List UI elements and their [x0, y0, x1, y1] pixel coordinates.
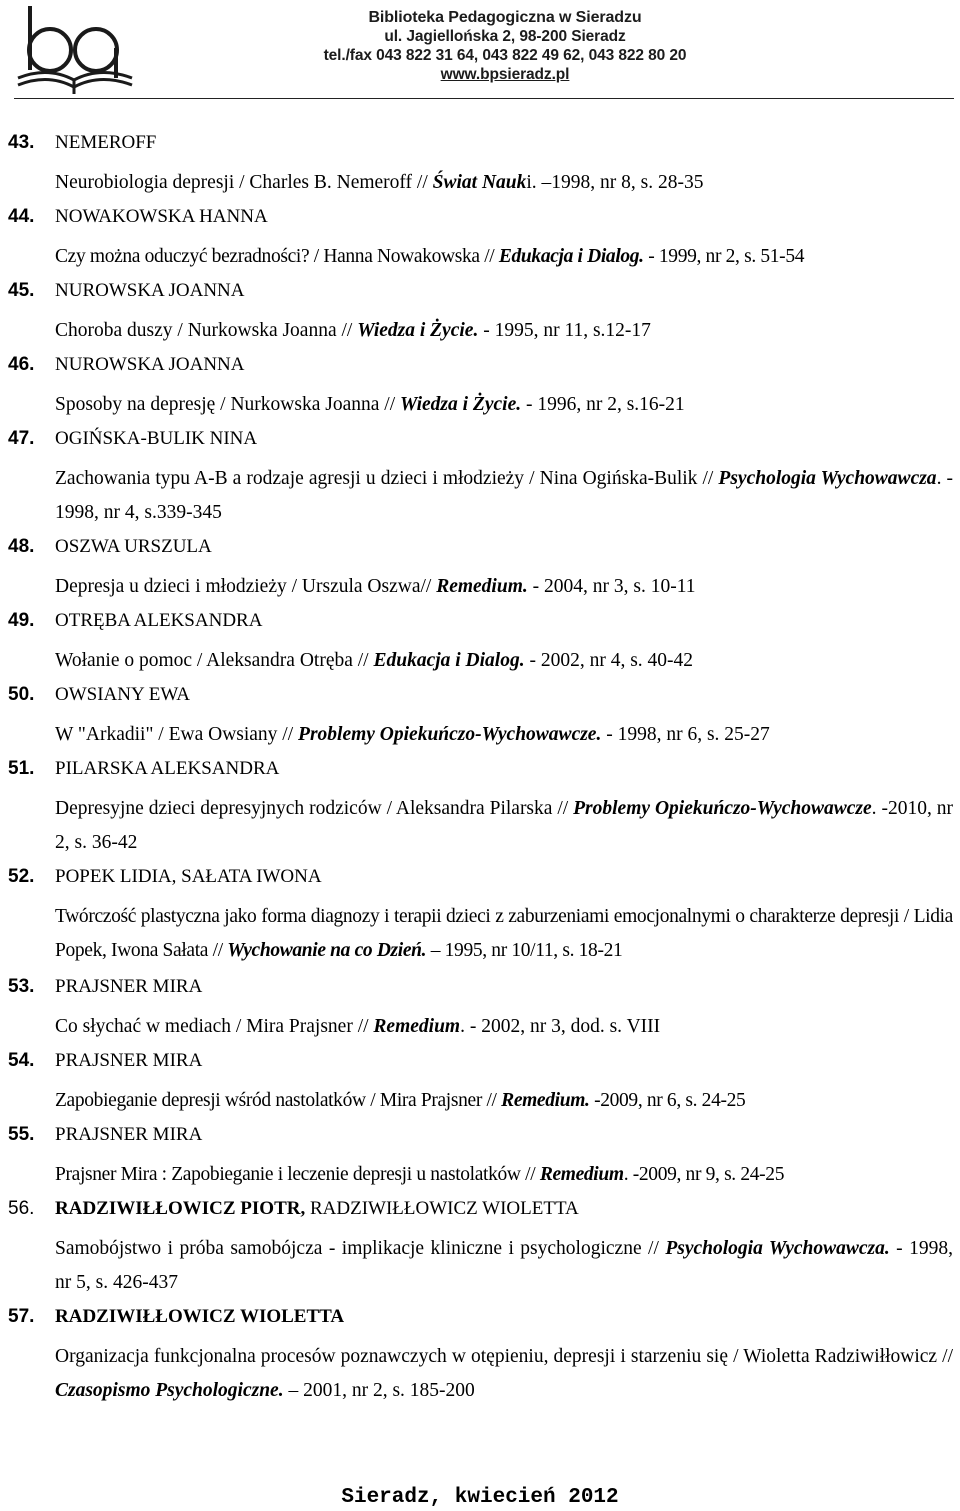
entry-details: . -2010, nr 2, s. 36-42	[55, 798, 953, 853]
entry-description	[55, 388, 953, 422]
entry-number: 57.	[8, 1306, 35, 1327]
entry-number: 53.	[8, 976, 35, 997]
library-logo	[14, 4, 144, 100]
entry-description	[55, 1158, 953, 1192]
entry-title: Czy można oduczyć bezradności? / Hanna Nowakowska //	[55, 246, 499, 267]
entry-description	[55, 570, 953, 604]
entry-title: Wołanie o pomoc / Aleksandra Otręba //	[55, 650, 374, 671]
entry-title: Co słychać w mediach / Mira Prajsner //	[55, 1016, 374, 1037]
entry-details: . - 1998, nr 4, s.339-345	[55, 468, 954, 523]
entry-author: RADZIWIŁŁOWICZ WIOLETTA	[55, 1306, 345, 1327]
entry-number: 48.	[8, 536, 35, 557]
entry-number: 49.	[8, 610, 35, 631]
entry-details: i. –1998, nr 8, s. 28-35	[526, 172, 704, 193]
entry-number: 45.	[8, 280, 35, 301]
entry-title: Zapobieganie depresji wśród nastolatków / Mira Prajsner //	[55, 1090, 502, 1111]
entry-journal: Edukacja i Dialog.	[373, 650, 525, 671]
entry-description	[55, 644, 953, 678]
entry-journal: Wiedza i Życie.	[399, 394, 522, 415]
entry-number: 52.	[8, 866, 35, 887]
entry-description	[55, 166, 953, 200]
entry-number: 44.	[8, 206, 35, 227]
entry-title: Prajsner Mira : Zapobieganie i leczenie depresji u nastolatków //	[55, 1164, 540, 1185]
entry-author	[55, 1194, 579, 1224]
entry-journal: Czasopismo Psychologiczne.	[55, 1380, 284, 1401]
header-divider	[14, 98, 954, 99]
entry-journal: Remedium.	[436, 576, 528, 597]
entry-description	[55, 314, 953, 348]
entry-title: Sposoby na depresję / Nurkowska Joanna //	[55, 394, 400, 415]
entry-description	[55, 718, 953, 752]
entry-details: . -2009, nr 9, s. 24-25	[623, 1164, 785, 1185]
entry-title: Twórczość plastyczna jako forma diagnozy i terapii dzieci z zaburzeniami emocjonalnymi o charakterze depresji / Lidia Popek, Iwona Sałata //	[55, 906, 953, 961]
entry-number: 55.	[8, 1124, 35, 1145]
entry-author-secondary: RADZIWIŁŁOWICZ WIOLETTA	[305, 1198, 579, 1219]
entry-journal: Remedium.	[501, 1090, 590, 1111]
entry-title: Zachowania typu A-B a rodzaje agresji u dzieci i młodzieży / Nina Ogińska-Bulik //	[55, 468, 719, 489]
entry-author: POPEK LIDIA, SAŁATA IWONA	[55, 866, 322, 887]
entry-author: OWSIANY EWA	[55, 684, 190, 705]
entry-number: 51.	[8, 758, 35, 779]
entry-details: . - 2002, nr 3, dod. s. VIII	[460, 1016, 661, 1037]
library-phone: tel./fax 043 822 31 64, 043 822 49 62, 043 822 80 20	[323, 47, 687, 64]
library-address: ul. Jagiellońska 2, 98-200 Sieradz	[384, 28, 626, 45]
entry-description	[55, 900, 953, 968]
entry-number: 50.	[8, 684, 35, 705]
entry-details: - 2004, nr 3, s. 10-11	[527, 576, 696, 597]
entry-author: NUROWSKA JOANNA	[55, 280, 245, 301]
library-name: Biblioteka Pedagogiczna w Sieradzu	[368, 9, 642, 26]
entry-title: Samobójstwo i próba samobójcza - implikacje kliniczne i psychologiczne //	[55, 1238, 666, 1259]
entry-title: Depresja u dzieci i młodzieży / Urszula Oszwa//	[55, 576, 437, 597]
entry-author: PILARSKA ALEKSANDRA	[55, 758, 280, 779]
entry-details: – 2001, nr 2, s. 185-200	[283, 1380, 475, 1401]
entry-journal: Edukacja i Dialog.	[498, 246, 644, 267]
entry-description	[55, 1084, 953, 1118]
entry-details: - 2002, nr 4, s. 40-42	[524, 650, 694, 671]
entry-title: Neurobiologia depresji / Charles B. Nemeroff //	[55, 172, 433, 193]
page-header	[0, 0, 960, 110]
entry-author: OGIŃSKA-BULIK NINA	[55, 428, 258, 449]
entry-author: PRAJSNER MIRA	[55, 976, 203, 997]
entry-details: - 1998, nr 6, s. 25-27	[601, 724, 770, 745]
entry-details: – 1995, nr 10/11, s. 18-21	[426, 940, 623, 961]
entry-number: 43.	[8, 132, 35, 153]
entry-author: PRAJSNER MIRA	[55, 1050, 203, 1071]
entry-author: OSZWA URSZULA	[55, 536, 212, 557]
entry-description	[55, 1232, 953, 1300]
entry-title: W "Arkadii" / Ewa Owsiany //	[55, 724, 299, 745]
entry-journal: Remedium	[373, 1016, 461, 1037]
entry-author: NUROWSKA JOANNA	[55, 354, 245, 375]
entry-journal: Psychologia Wychowawcza	[718, 468, 937, 489]
library-website-link[interactable]: www.bpsieradz.pl	[440, 66, 570, 83]
page-footer: Sieradz, kwiecień 2012	[341, 1486, 619, 1509]
entry-details: -2009, nr 6, s. 24-25	[589, 1090, 746, 1111]
library-info	[260, 8, 750, 84]
entry-description	[55, 1010, 953, 1044]
entry-journal: Problemy Opiekuńczo-Wychowawcze.	[298, 724, 602, 745]
entry-journal: Psychologia Wychowawcza.	[665, 1238, 890, 1259]
entry-details: - 1996, nr 2, s.16-21	[521, 394, 685, 415]
entry-description	[55, 462, 953, 530]
entry-author: NOWAKOWSKA HANNA	[55, 206, 268, 227]
entry-details: - 1999, nr 2, s. 51-54	[643, 246, 805, 267]
entry-journal: Świat Nauk	[432, 172, 527, 193]
entry-author: OTRĘBA ALEKSANDRA	[55, 610, 263, 631]
entry-author: PRAJSNER MIRA	[55, 1124, 203, 1145]
entry-number: 54.	[8, 1050, 35, 1071]
entry-journal: Remedium	[539, 1164, 624, 1185]
entry-title: Organizacja funkcjonalna procesów poznawczych w otępieniu, depresji i starzeniu się / Wioletta Radziwiłłowicz //	[55, 1346, 953, 1367]
entry-title: Choroba duszy / Nurkowska Joanna //	[55, 320, 358, 341]
entry-journal: Problemy Opiekuńczo-Wychowawcze	[573, 798, 872, 819]
entry-journal: Wiedza i Życie.	[357, 320, 479, 341]
entry-title: Depresyjne dzieci depresyjnych rodziców / Aleksandra Pilarska //	[55, 798, 574, 819]
entry-details: - 1998, nr 5, s. 426-437	[55, 1238, 953, 1293]
entry-journal: Wychowanie na co Dzień.	[227, 940, 427, 961]
entry-description	[55, 792, 953, 860]
entry-number: 46.	[8, 354, 35, 375]
entry-number: 56.	[8, 1198, 35, 1219]
entry-author-primary: RADZIWIŁŁOWICZ PIOTR,	[55, 1198, 306, 1219]
entry-details: - 1995, nr 11, s.12-17	[478, 320, 651, 341]
entry-description	[55, 1340, 953, 1408]
entry-number: 47.	[8, 428, 35, 449]
entry-description	[55, 240, 953, 274]
entry-author: NEMEROFF	[55, 132, 157, 153]
